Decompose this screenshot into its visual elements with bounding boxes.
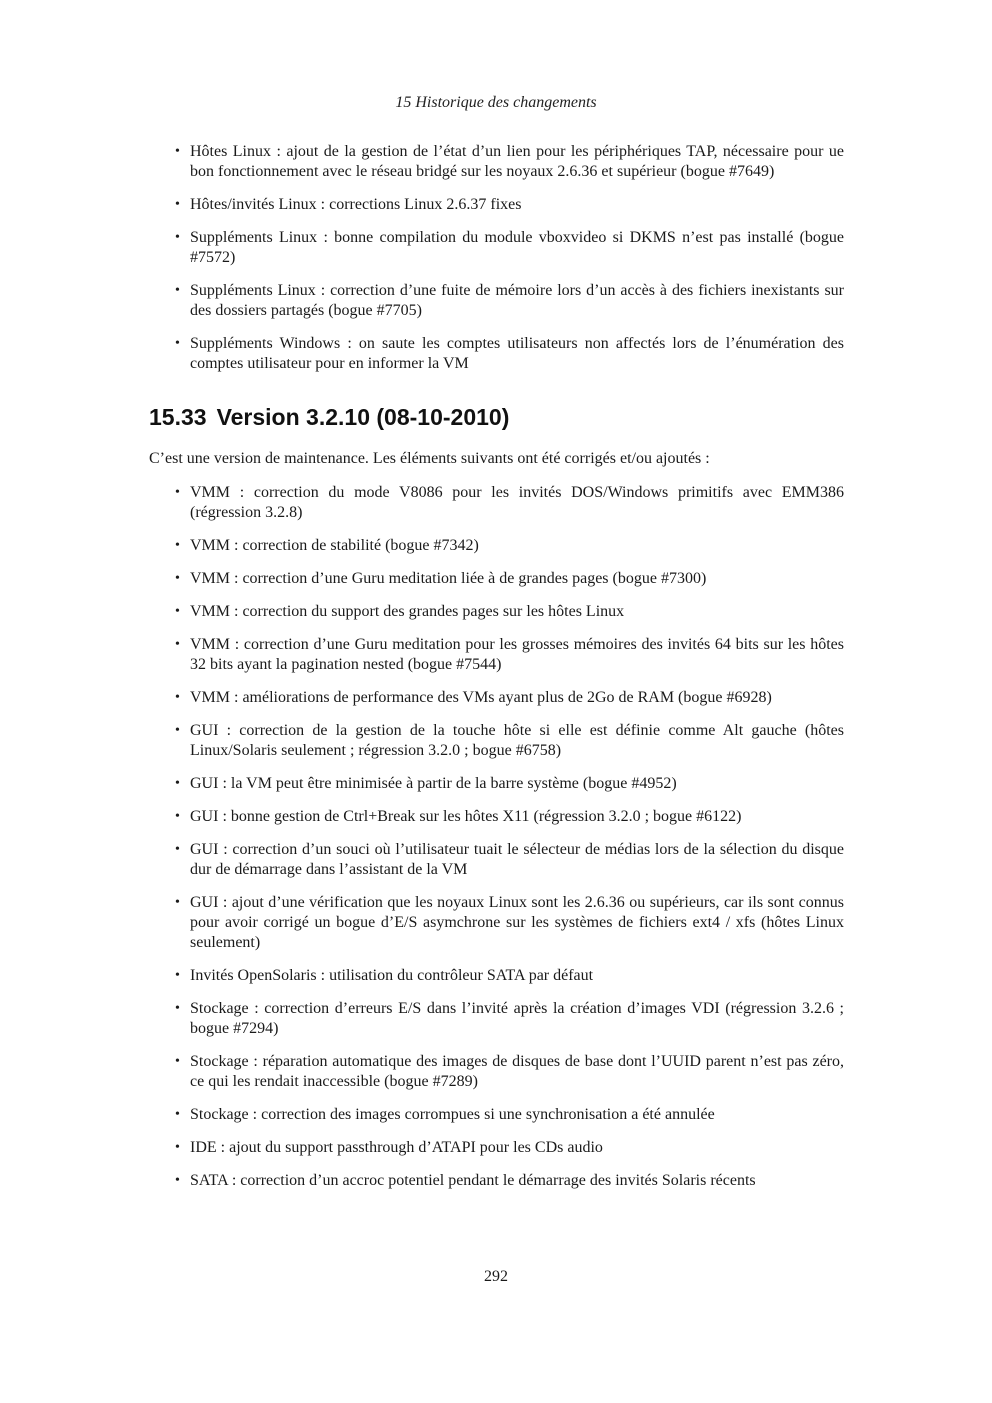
list-item: • VMM : correction du support des grandes pages sur les hôtes Linux <box>190 602 844 622</box>
list-item: • Invités OpenSolaris : utilisation du contrôleur SATA par défaut <box>190 966 844 986</box>
list-item: • VMM : correction d’une Guru meditation liée à de grandes pages (bogue #7300) <box>190 569 844 589</box>
list-item: • VMM : correction du mode V8086 pour les invités DOS/Windows primitifs avec EMM386 (régression 3.2.8) <box>190 483 844 523</box>
list-item: • Stockage : réparation automatique des images de disques de base dont l’UUID parent n’est pas zéro, ce qui les rendait inaccessible (bogue #7289) <box>190 1052 844 1092</box>
top-change-list <box>149 142 844 374</box>
list-item: • Suppléments Linux : bonne compilation du module vboxvideo si DKMS n’est pas installé (bogue #7572) <box>190 228 844 268</box>
list-item: • GUI : correction d’un souci où l’utilisateur tuait le sélecteur de médias lors de la sélection du disque dur de démarrage dans l’assistant de la VM <box>190 840 844 880</box>
list-item: • GUI : bonne gestion de Ctrl+Break sur les hôtes X11 (régression 3.2.0 ; bogue #6122) <box>190 807 844 827</box>
list-item: • VMM : correction de stabilité (bogue #7342) <box>190 536 844 556</box>
list-item: • VMM : améliorations de performance des VMs ayant plus de 2Go de RAM (bogue #6928) <box>190 688 844 708</box>
section-heading <box>149 404 844 431</box>
list-item: • Stockage : correction d’erreurs E/S dans l’invité après la création d’images VDI (régression 3.2.6 ; bogue #7294) <box>190 999 844 1039</box>
list-item: • Suppléments Linux : correction d’une fuite de mémoire lors d’un accès à des fichiers inexistants sur des dossiers partagés (bogue #7705) <box>190 281 844 321</box>
list-item: • Suppléments Windows : on saute les comptes utilisateurs non affectés lors de l’énumération des comptes utilisateur pour en informer la VM <box>190 334 844 374</box>
list-item: • Hôtes Linux : ajout de la gestion de l’état d’un lien pour les périphériques TAP, nécessaire pour ue bon fonctionnement avec le réseau bridgé sur les noyaux 2.6.36 et supérieur (bogue #7649) <box>190 142 844 182</box>
list-item: • SATA : correction d’un accroc potentiel pendant le démarrage des invités Solaris récents <box>190 1171 844 1191</box>
list-item: • GUI : correction de la gestion de la touche hôte si elle est définie comme Alt gauche (hôtes Linux/Solaris seulement ; régression 3.2.0 ; bogue #6758) <box>190 721 844 761</box>
list-item: • IDE : ajout du support passthrough d’ATAPI pour les CDs audio <box>190 1138 844 1158</box>
list-item: • VMM : correction d’une Guru meditation pour les grosses mémoires des invités 64 bits sur les hôtes 32 bits ayant la pagination nested (bogue #7544) <box>190 635 844 675</box>
list-item: • Stockage : correction des images corrompues si une synchronisation a été annulée <box>190 1105 844 1125</box>
running-header: 15 Historique des changements <box>395 94 597 111</box>
section-change-list <box>149 483 844 1191</box>
section-number: 15.33 <box>149 404 207 430</box>
list-item: • GUI : la VM peut être minimisée à partir de la barre système (bogue #4952) <box>190 774 844 794</box>
page-number: 292 <box>484 1268 508 1285</box>
list-item: • GUI : ajout d’une vérification que les noyaux Linux sont les 2.6.36 ou supérieurs, car ils sont connus pour avoir corrigé un bogue d’E/S asymchrone sur les systèmes de fichiers ext4 / xfs (hôtes Linux seulement) <box>190 893 844 953</box>
list-item: • Hôtes/invités Linux : corrections Linux 2.6.37 fixes <box>190 195 844 215</box>
section-title: Version 3.2.10 (08-10-2010) <box>216 404 510 430</box>
page-content <box>149 142 844 1204</box>
section-intro: C’est une version de maintenance. Les éléments suivants ont été corrigés et/ou ajoutés : <box>149 450 710 467</box>
